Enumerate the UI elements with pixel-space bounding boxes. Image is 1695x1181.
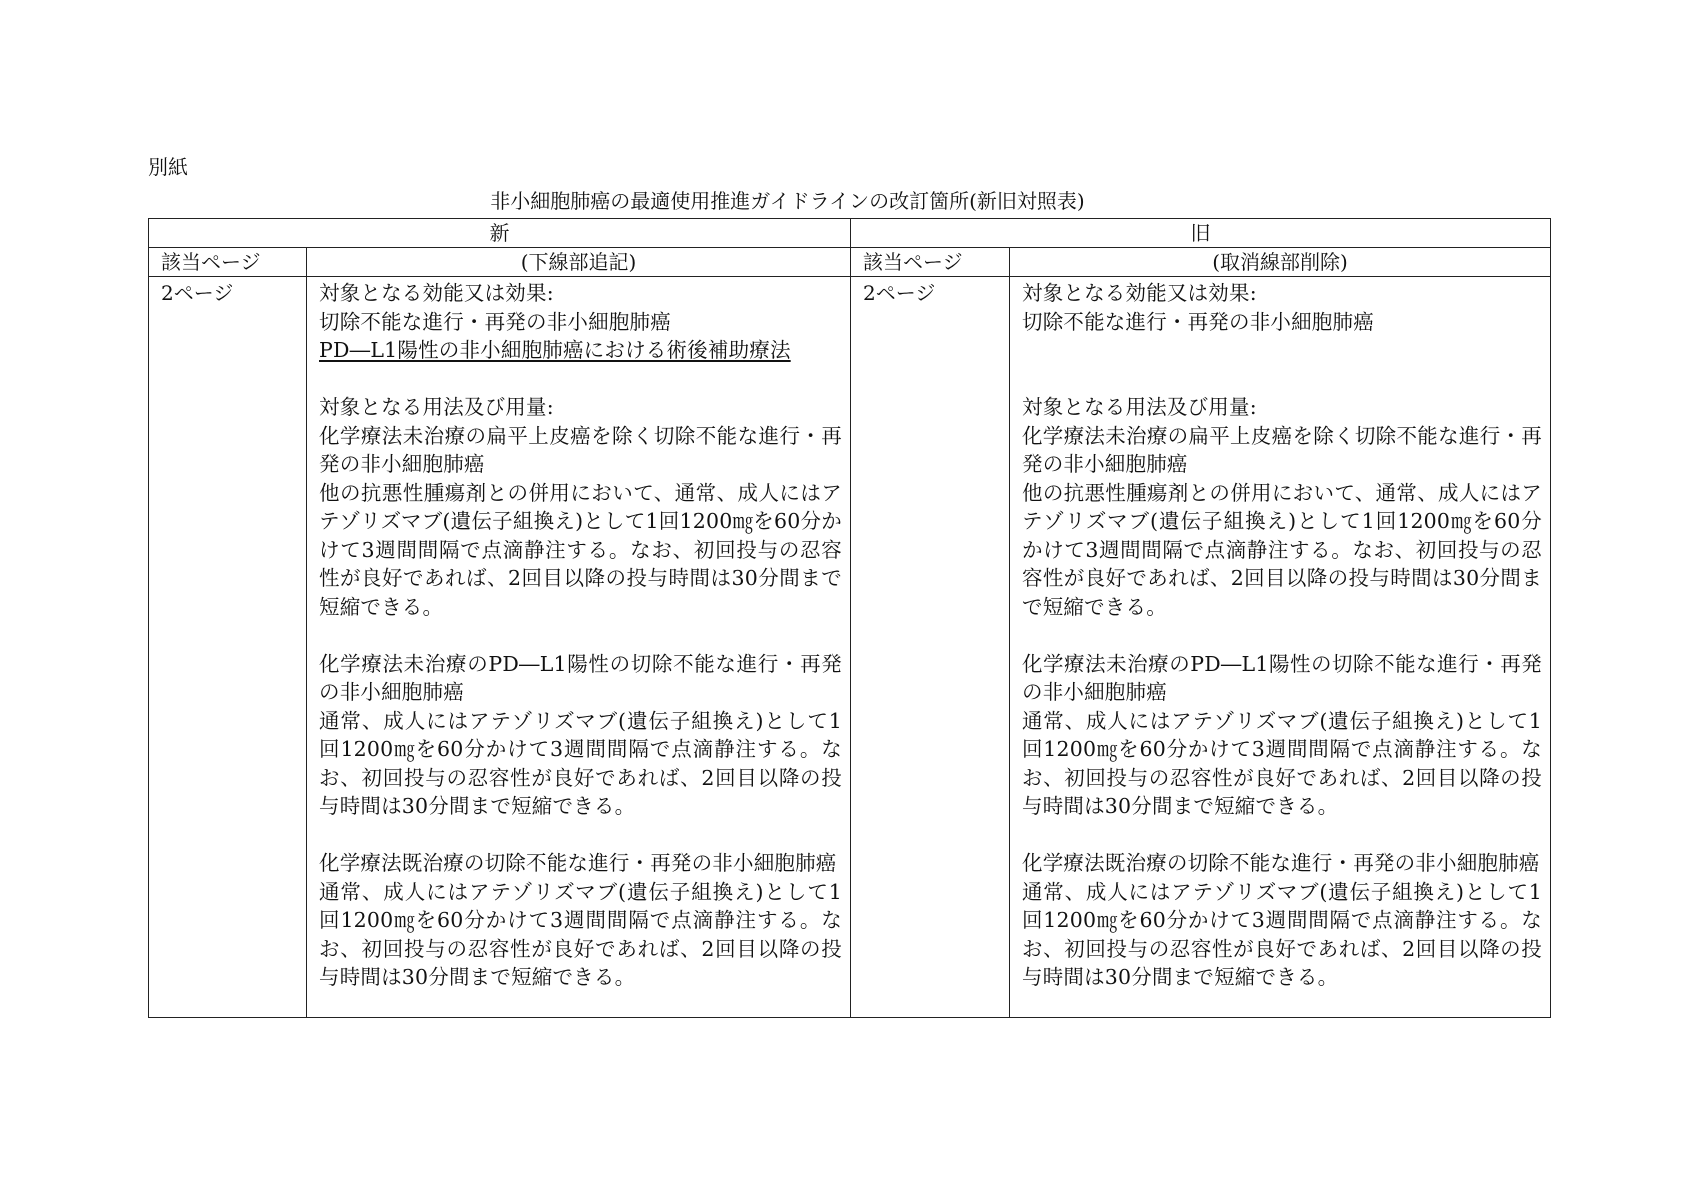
old-dosage-para1-body: 他の抗悪性腫瘍剤との併用において、通常、成人にはアテゾリズマブ(遺伝子組換え)として1回1200㎎を60分かけて3週間間隔で点滴静注する。なお、初回投与の忍容性が良好であれば、2回目以降の投与時間は30分間まで短縮できる。	[1022, 480, 1542, 619]
old-dosage-para2-body: 通常、成人にはアテゾリズマブ(遺伝子組換え)として1回1200㎎を60分かけて3週間間隔で点滴静注する。なお、初回投与の忍容性が良好であれば、2回目以降の投与時間は30分間まで短縮できる。	[1022, 708, 1542, 818]
old-dosage-para1-title: 化学療法未治療の扁平上皮癌を除く切除不能な進行・再発の非小細胞肺癌	[1022, 423, 1542, 476]
old-dosage-para2-title: 化学療法未治療のPD―L1陽性の切除不能な進行・再発の非小細胞肺癌	[1022, 651, 1542, 704]
new-note-header: (下線部追記)	[307, 248, 851, 277]
new-efficacy-line: 切除不能な進行・再発の非小細胞肺癌	[319, 309, 671, 334]
new-dosage-para1-body: 他の抗悪性腫瘍剤との併用において、通常、成人にはアテゾリズマブ(遺伝子組換え)として1回1200㎎を60分かけて3週間間隔で点滴静注する。なお、初回投与の忍容性が良好であれば、2回目以降の投与時間は30分間まで短縮できる。	[319, 480, 842, 619]
spacer	[319, 821, 842, 850]
spacer	[1022, 621, 1542, 650]
new-dosage-para3-body: 通常、成人にはアテゾリズマブ(遺伝子組換え)として1回1200㎎を60分かけて3週間間隔で点滴静注する。なお、初回投与の忍容性が良好であれば、2回目以降の投与時間は30分間まで短縮できる。	[319, 879, 842, 989]
new-dosage-para2-body: 通常、成人にはアテゾリズマブ(遺伝子組換え)として1回1200㎎を60分かけて3週間間隔で点滴静注する。なお、初回投与の忍容性が良好であれば、2回目以降の投与時間は30分間まで短縮できる。	[319, 708, 842, 818]
new-dosage-para2-title: 化学療法未治療のPD―L1陽性の切除不能な進行・再発の非小細胞肺癌	[319, 651, 842, 704]
spacer	[1022, 336, 1542, 365]
old-dosage-para3-title: 化学療法既治療の切除不能な進行・再発の非小細胞肺癌	[1022, 851, 1540, 875]
old-page-column-header: 該当ページ	[851, 248, 1010, 277]
new-efficacy-added-line: PD―L1陽性の非小細胞肺癌における術後補助療法	[319, 338, 791, 362]
comparison-table	[148, 218, 1551, 1018]
attachment-label: 別紙	[148, 155, 188, 179]
old-efficacy-heading: 対象となる効能又は効果:	[1022, 281, 1257, 305]
spacer	[319, 621, 842, 650]
header-row	[149, 219, 1551, 248]
subheader-row	[149, 248, 1551, 277]
new-content-cell	[307, 277, 851, 1018]
table-row	[149, 277, 1551, 1018]
old-dosage-heading: 対象となる用法及び用量:	[1022, 395, 1257, 419]
old-note-header: (取消線部削除)	[1010, 248, 1551, 277]
new-dosage-para1-title: 化学療法未治療の扁平上皮癌を除く切除不能な進行・再発の非小細胞肺癌	[319, 423, 842, 476]
old-page-ref: 2ページ	[863, 281, 936, 305]
new-dosage-para3-title: 化学療法既治療の切除不能な進行・再発の非小細胞肺癌	[319, 851, 837, 875]
spacer	[1022, 365, 1542, 394]
document-title: 非小細胞肺癌の最適使用推進ガイドラインの改訂箇所(新旧対照表)	[490, 189, 1085, 213]
old-dosage-para3-body: 通常、成人にはアテゾリズマブ(遺伝子組換え)として1回1200㎎を60分かけて3週間間隔で点滴静注する。なお、初回投与の忍容性が良好であれば、2回目以降の投与時間は30分間まで短縮できる。	[1022, 879, 1542, 989]
spacer	[1022, 821, 1542, 850]
new-page-ref: 2ページ	[161, 281, 234, 305]
old-content-cell	[1010, 277, 1551, 1018]
new-page-cell	[149, 277, 307, 1018]
new-efficacy-heading: 対象となる効能又は効果:	[319, 281, 554, 305]
old-column-header: 旧	[851, 219, 1551, 248]
new-dosage-heading: 対象となる用法及び用量:	[319, 395, 554, 419]
old-page-cell	[851, 277, 1010, 1018]
spacer	[319, 365, 842, 394]
old-efficacy-line: 切除不能な進行・再発の非小細胞肺癌	[1022, 309, 1374, 334]
new-page-column-header: 該当ページ	[149, 248, 307, 277]
new-column-header: 新	[149, 219, 851, 248]
